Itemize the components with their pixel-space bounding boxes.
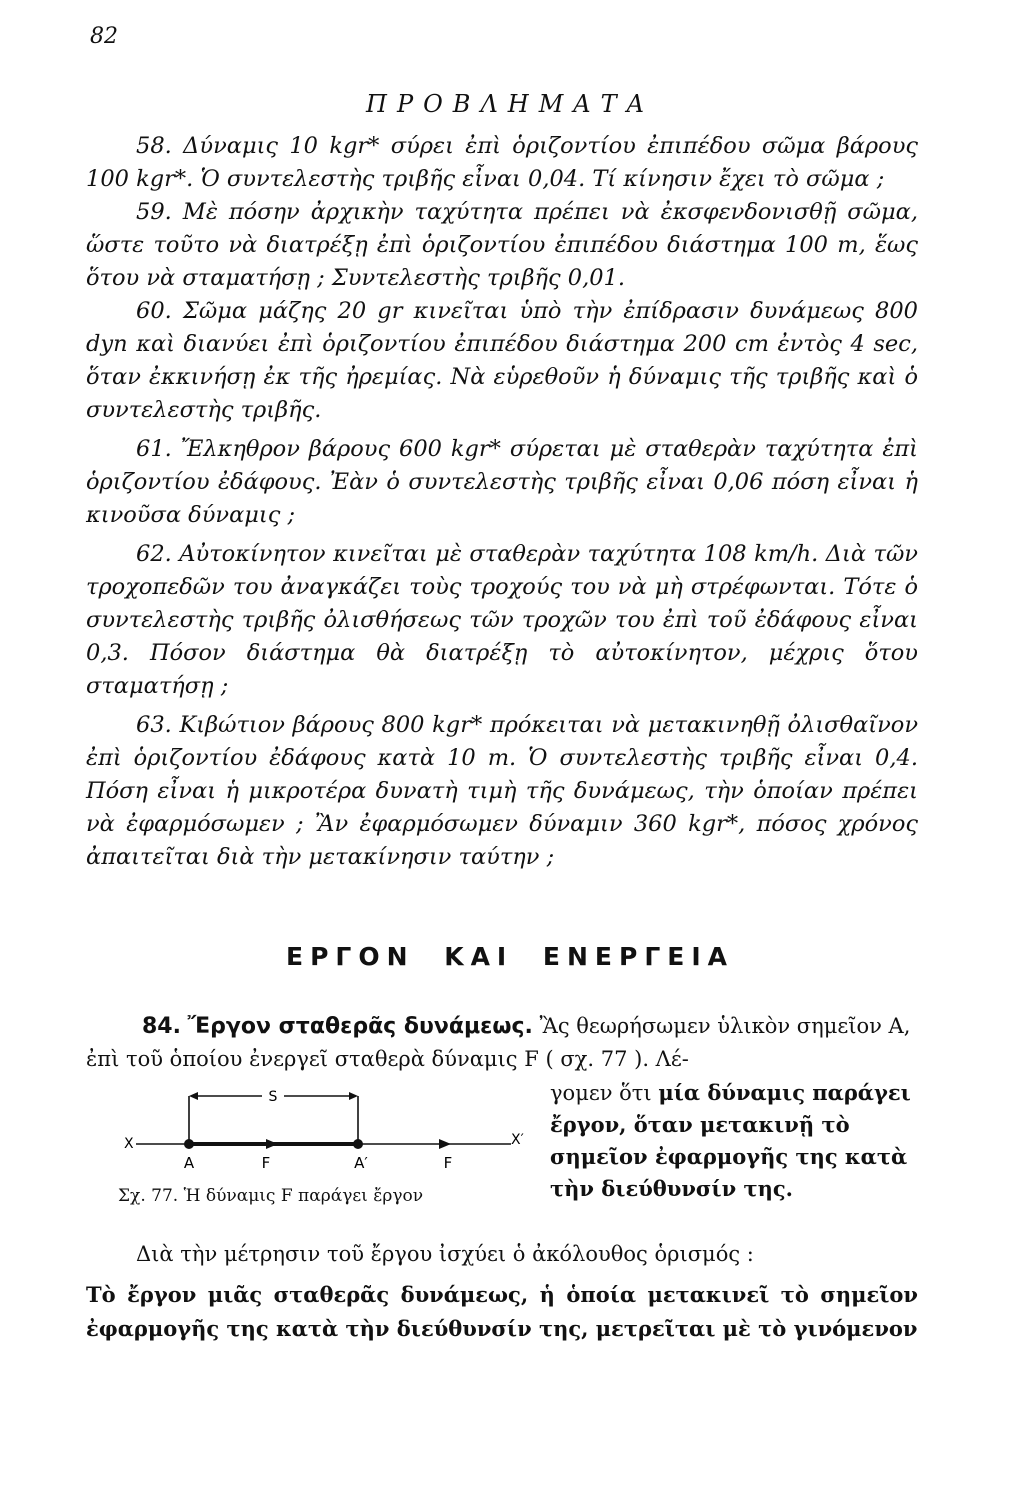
paragraph-heading-line: [86, 1010, 918, 1075]
f1-label: F: [261, 1154, 271, 1172]
a-prime-label: A′: [354, 1154, 368, 1172]
paragraph-lead: Ἂς θεωρήσωμεν ὑλικὸν σημεῖον Α, ἐπὶ τοῦ ὁποίου ἐνεργεῖ σταθερὰ δύναμις F ( σχ. 77 ). Λέ-: [86, 1014, 911, 1071]
section-title: ΠΡΟΒΛΗΜΑΤΑ: [366, 90, 654, 118]
paragraph-title: Ἔργον σταθερᾶς δυνάμεως.: [187, 1014, 533, 1039]
problem-60: 60. Σῶμα μάζης 20 gr κινεῖται ὑπὸ τὴν ἐπίδρασιν δυνάμεως 800 dyn καὶ διανύει ἐπὶ ὁριζοντίου ἐπιπέδου διάστημα 200 cm ἐντὸς 4 sec, ὅταν ἐκκινήσῃ ἐκ τῆς ἠρεμίας. Νὰ εὑρεθοῦν ἡ δύναμις τῆς τριβῆς καὶ ὁ συντελεστὴς τριβῆς.: [86, 298, 918, 423]
x-prime-label: X′: [511, 1132, 524, 1148]
force-arrow-2: [439, 1139, 451, 1149]
figure-caption: Σχ. 77. Ἡ δύναμις F παράγει ἔργον: [118, 1186, 424, 1206]
problem-62: 62. Αὐτοκίνητον κινεῖται μὲ σταθερὰν ταχύτητα 108 km/h. Διὰ τῶν τροχοπεδῶν του ἀναγκάζει τοὺς τροχούς του νὰ μὴ στρέφωνται. Τότε ὁ συντελεστὴς τριβῆς ὀλισθήσεως τῶν τροχῶν του ἐπὶ τοῦ ἐδάφους εἶναι 0,3. Πόσον διάστημα θὰ διατρέξῃ τὸ αὐτοκίνητον, μέχρις ὅτου σταματήσῃ ;: [86, 541, 918, 699]
page-number: 82: [90, 24, 118, 49]
problem-58: 58. Δύναμις 10 kgr* σύρει ἐπὶ ὁριζοντίου ἐπιπέδου σῶμα βάρους 100 kgr*. Ὁ συντελεστὴς τριβῆς εἶναι 0,04. Τί κίνησιν ἔχει τὸ σῶμα ;: [86, 133, 918, 192]
s-arrowhead-left: [189, 1092, 198, 1100]
chapter-title: ΕΡΓΟΝ ΚΑΙ ΕΝΕΡΓΕΙΑ: [286, 942, 734, 971]
a-label: A: [183, 1154, 195, 1172]
problem-61: 61. Ἔλκηθρον βάρους 600 kgr* σύρεται μὲ σταθερὰν ταχύτητα ἐπὶ ὁριζοντίου ἐδάφους. Ἐὰν ὁ συντελεστὴς τριβῆς εἶναι 0,06 πόση εἶναι ἡ κινοῦσα δύναμις ;: [86, 436, 918, 528]
s-arrowhead-right: [349, 1092, 358, 1100]
problem-59: 59. Μὲ πόσην ἀρχικὴν ταχύτητα πρέπει νὰ ἐκσφενδονισθῇ σῶμα, ὥστε τοῦτο νὰ διατρέξῃ ἐπὶ ὁριζοντίου ἐπιπέδου διάστημα 100 m, ἕως ὅτου νὰ σταματήσῃ ; Συντελεστὴς τριβῆς 0,01.: [86, 199, 918, 291]
definition-intro: Διὰ τὴν μέτρησιν τοῦ ἔργου ἰσχύει ὁ ἀκόλουθος ὁρισμός :: [136, 1242, 754, 1266]
side-text-plain: γομεν ὅτι: [550, 1081, 652, 1105]
force-arrow-1: [266, 1139, 278, 1149]
point-a-prime: [353, 1139, 363, 1149]
problems-list: [86, 130, 918, 874]
f2-label: F: [443, 1154, 453, 1172]
paragraph-side-text: [550, 1077, 920, 1205]
definition-text: Τὸ ἔργον μιᾶς σταθερᾶς δυνάμεως, ἡ ὁποία μετακινεῖ τὸ σημεῖον ἐφαρμογῆς της κατὰ τὴν διεύθυνσίν της, μετρεῖται μὲ τὸ γινόμενον: [86, 1282, 918, 1341]
point-a: [184, 1139, 194, 1149]
x-label: X: [124, 1136, 134, 1152]
problem-63: 63. Κιβώτιον βάρους 800 kgr* πρόκειται νὰ μετακινηθῇ ὀλισθαῖνον ἐπὶ ὁριζοντίου ἐδάφους κατὰ 10 m. Ὁ συντελεστὴς τριβῆς εἶναι 0,4. Πόση εἶναι ἡ μικροτέρα δυνατὴ τιμὴ τῆς δυνάμεως, τὴν ὁποίαν πρέπει νὰ ἐφαρμόσωμεν ; Ἂν ἐφαρμόσωμεν δύναμιν 360 kgr*, πόσος χρόνος ἀπαιτεῖται διὰ τὴν μετακίνησιν ταύτην ;: [86, 712, 918, 870]
force-diagram: [86, 1082, 526, 1182]
side-text-bold: μία δύναμις παράγει ἔργον, ὅταν μετακινῇ τὸ σημεῖον ἐφαρμογῆς της κατὰ τὴν διεύθυνσίν της.: [550, 1080, 911, 1201]
paragraph-number: 84.: [142, 1014, 181, 1039]
s-label: S: [268, 1089, 278, 1105]
